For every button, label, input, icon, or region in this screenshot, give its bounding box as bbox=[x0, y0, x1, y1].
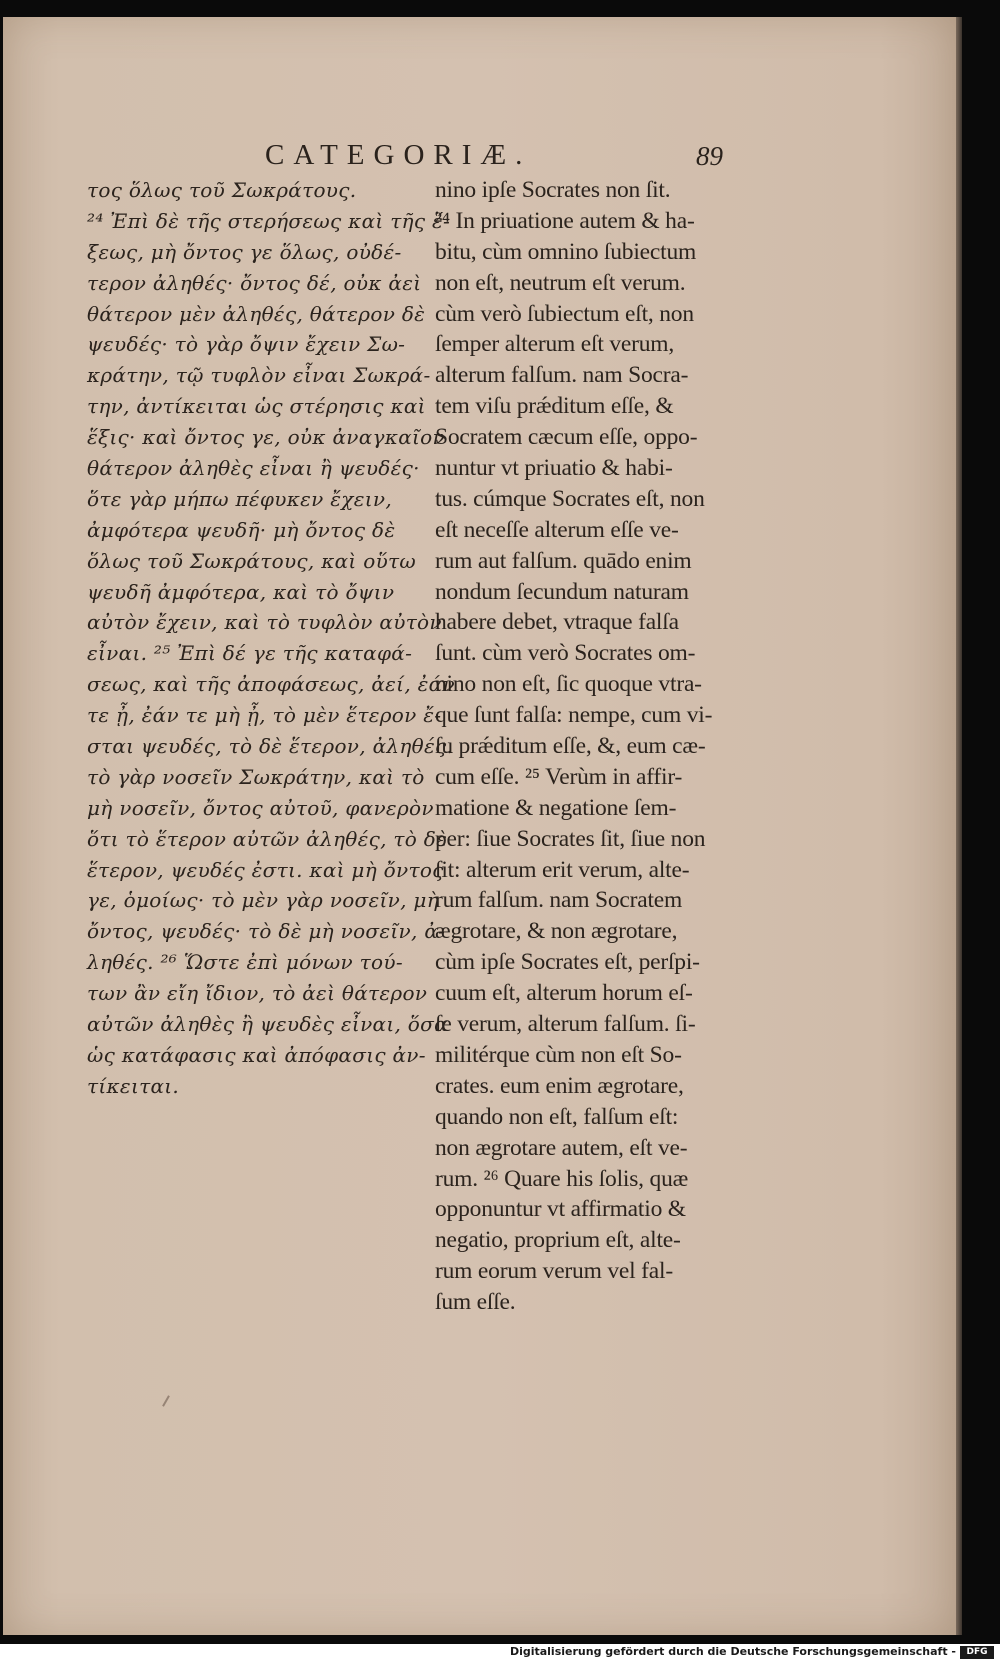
latin-text-line: ſunt. cùm verò Socrates om- bbox=[435, 640, 696, 667]
latin-text-line: Socratem cæcum eſſe, oppo- bbox=[435, 424, 698, 451]
greek-text-line: ξεως, μὴ ὄντος γε ὅλως, οὐδέ- bbox=[87, 239, 402, 264]
latin-text-line: non eſt, neutrum eſt verum. bbox=[435, 269, 686, 296]
latin-text-line: ſe verum, alterum falſum. ſi- bbox=[435, 1011, 696, 1038]
greek-text-line: των ἂν εἴη ἴδιον, τὸ ἀεὶ θάτερον bbox=[87, 981, 428, 1006]
latin-text-line: ſum eſſe. bbox=[435, 1289, 516, 1316]
latin-text-line: ſemper alterum eſt verum, bbox=[435, 331, 675, 358]
greek-text-line: αὐτὸν ἔχειν, καὶ τὸ τυφλὸν αὐτὸν bbox=[87, 610, 442, 635]
latin-text-line: cùm verò ſubiectum eſt, non bbox=[435, 300, 694, 327]
latin-text-line: alterum falſum. nam Socra- bbox=[435, 362, 689, 389]
latin-text-line: nuntur vt priuatio & habi- bbox=[435, 455, 673, 482]
latin-text-line: rum eorum verum vel fal- bbox=[435, 1258, 673, 1285]
latin-text-line: cum eſſe. ²⁵ Verùm in affir- bbox=[435, 763, 683, 790]
dfg-logo: DFG bbox=[960, 1646, 994, 1659]
greek-text-line: ὄντος, ψευδές· τὸ δὲ μὴ νοσεῖν, ἀ- bbox=[87, 919, 446, 944]
latin-text-line: ſu prǽditum eſſe, &, eum cæ- bbox=[435, 733, 706, 760]
greek-text-line: ἕξις· καὶ ὄντος γε, οὐκ ἀναγκαῖον bbox=[87, 425, 445, 450]
greek-text-column bbox=[87, 175, 455, 1102]
latin-text-line: ſit: alterum erit verum, alte- bbox=[435, 856, 690, 883]
latin-text-line: ægrotare, & non ægrotare, bbox=[435, 918, 678, 945]
digitization-footer bbox=[0, 1644, 1000, 1662]
greek-text-line: γε, ὁμοίως· τὸ μὲν γὰρ νοσεῖν, μὴ bbox=[87, 888, 440, 913]
greek-text-line: ψευδῆ ἀμφότερα, καὶ τὸ ὄψιν bbox=[87, 579, 395, 604]
latin-text-line: opponuntur vt affirmatio & bbox=[435, 1196, 686, 1223]
greek-text-line: ψευδές· τὸ γὰρ ὄψιν ἔχειν Σω- bbox=[87, 332, 406, 357]
greek-text-line: σται ψευδές, τὸ δὲ ἕτερον, ἀληθές. bbox=[87, 734, 454, 759]
greek-text-line: ὡς κατάφασις καὶ ἀπόφασις ἀν- bbox=[87, 1042, 426, 1067]
greek-text-line: εἶναι. ²⁵ Ἐπὶ δέ γε τῆς καταφά- bbox=[87, 641, 413, 666]
latin-text-line: cùm ipſe Socrates eſt, perſpi- bbox=[435, 949, 700, 976]
latin-text-line: cuum eſt, alterum horum eſ- bbox=[435, 980, 693, 1007]
greek-text-line: θάτερον μὲν ἀληθές, θάτερον δὲ bbox=[87, 301, 426, 326]
page-number: 89 bbox=[696, 141, 723, 171]
latin-text-line: rum. ²⁶ Quare his ſolis, quæ bbox=[435, 1165, 689, 1192]
greek-text-line: ἀμφότερα ψευδῆ· μὴ ὄντος δὲ bbox=[87, 517, 396, 542]
latin-text-line: ²⁴ In priuatione autem & ha- bbox=[435, 207, 695, 234]
latin-text-line: matione & negatione ſem- bbox=[435, 794, 677, 821]
ink-mark bbox=[162, 1395, 170, 1406]
greek-text-line: ²⁴ Ἐπὶ δὲ τῆς στερήσεως καὶ τῆς ἕ- bbox=[87, 208, 451, 233]
page-edge bbox=[956, 17, 962, 1635]
funding-credit: Digitalisierung gefördert durch die Deutsche Forschungsgemeinschaft - bbox=[509, 1645, 956, 1658]
latin-text-line: negatio, proprium eſt, alte- bbox=[435, 1227, 681, 1254]
greek-text-line: τε ᾖ, ἐάν τε μὴ ᾖ, τὸ μὲν ἕτερον ἔ- bbox=[87, 703, 442, 728]
latin-text-line: rum aut falſum. quādo enim bbox=[435, 547, 692, 574]
greek-text-line: θάτερον ἀληθὲς εἶναι ἢ ψευδές· bbox=[87, 456, 420, 481]
latin-text-line: quando non eſt, falſum eſt: bbox=[435, 1103, 679, 1130]
greek-text-line: τὸ γὰρ νοσεῖν Σωκράτην, καὶ τὸ bbox=[87, 764, 425, 789]
latin-text-line: crates. eum enim ægrotare, bbox=[435, 1072, 684, 1099]
running-head: CATEGORIÆ. bbox=[265, 139, 532, 171]
greek-text-line: ὅτι τὸ ἕτερον αὐτῶν ἀληθές, τὸ δὲ bbox=[87, 826, 448, 851]
latin-text-line: bitu, cùm omnino ſubiectum bbox=[435, 238, 697, 265]
latin-text-line: eſt neceſſe alterum eſſe ve- bbox=[435, 516, 679, 543]
greek-text-line: την, ἀντίκειται ὡς στέρησις καὶ bbox=[87, 394, 426, 419]
latin-text-line: nondum ſecundum naturam bbox=[435, 578, 689, 605]
greek-text-line: σεως, καὶ τῆς ἀποφάσεως, ἀεί, ἐάν bbox=[87, 672, 455, 697]
greek-text-line: αὐτῶν ἀληθὲς ἢ ψευδὲς εἶναι, ὅσα bbox=[87, 1012, 448, 1037]
greek-text-line: τίκειται. bbox=[87, 1073, 180, 1098]
latin-text-line: habere debet, vtraque falſa bbox=[435, 609, 679, 636]
latin-text-line: tus. cúmque Socrates eſt, non bbox=[435, 485, 705, 512]
latin-text-line: nino ipſe Socrates non ſit. bbox=[435, 177, 671, 203]
latin-text-column bbox=[435, 175, 751, 1318]
greek-text-line: ὅλως τοῦ Σωκράτους, καὶ οὕτω bbox=[87, 548, 417, 573]
latin-text-line: que ſunt falſa: nempe, cum vi- bbox=[435, 702, 713, 729]
latin-text-line: non ægrotare autem, eſt ve- bbox=[435, 1134, 688, 1161]
latin-text-line: militérque cùm non eſt So- bbox=[435, 1041, 682, 1068]
greek-text-line: κράτην, τῷ τυφλὸν εἶναι Σωκρά- bbox=[87, 363, 431, 388]
greek-text-line: ληθές. ²⁶ Ὥστε ἐπὶ μόνων τού- bbox=[87, 950, 403, 975]
page-header bbox=[3, 123, 956, 171]
latin-text-line: per: ſiue Socrates ſit, ſiue non bbox=[435, 825, 706, 852]
greek-text-line: μὴ νοσεῖν, ὄντος αὐτοῦ, φανερὸν bbox=[87, 795, 434, 820]
latin-text-line: nino non eſt, ſic quoque vtra- bbox=[435, 671, 702, 698]
greek-text-line: ὅτε γὰρ μήπω πέφυκεν ἔχειν, bbox=[87, 486, 393, 511]
greek-text-line: τερον ἀληθές· ὄντος δέ, οὐκ ἀεὶ bbox=[87, 270, 422, 295]
latin-text-line: rum falſum. nam Socratem bbox=[435, 887, 683, 914]
greek-text-line: ἕτερον, ψευδές ἐστι. καὶ μὴ ὄντος bbox=[87, 857, 444, 882]
latin-text-line: tem viſu prǽditum eſſe, & bbox=[435, 393, 674, 420]
book-page bbox=[3, 17, 956, 1635]
greek-text-line: τος ὅλως τοῦ Σωκράτους. bbox=[87, 178, 357, 202]
